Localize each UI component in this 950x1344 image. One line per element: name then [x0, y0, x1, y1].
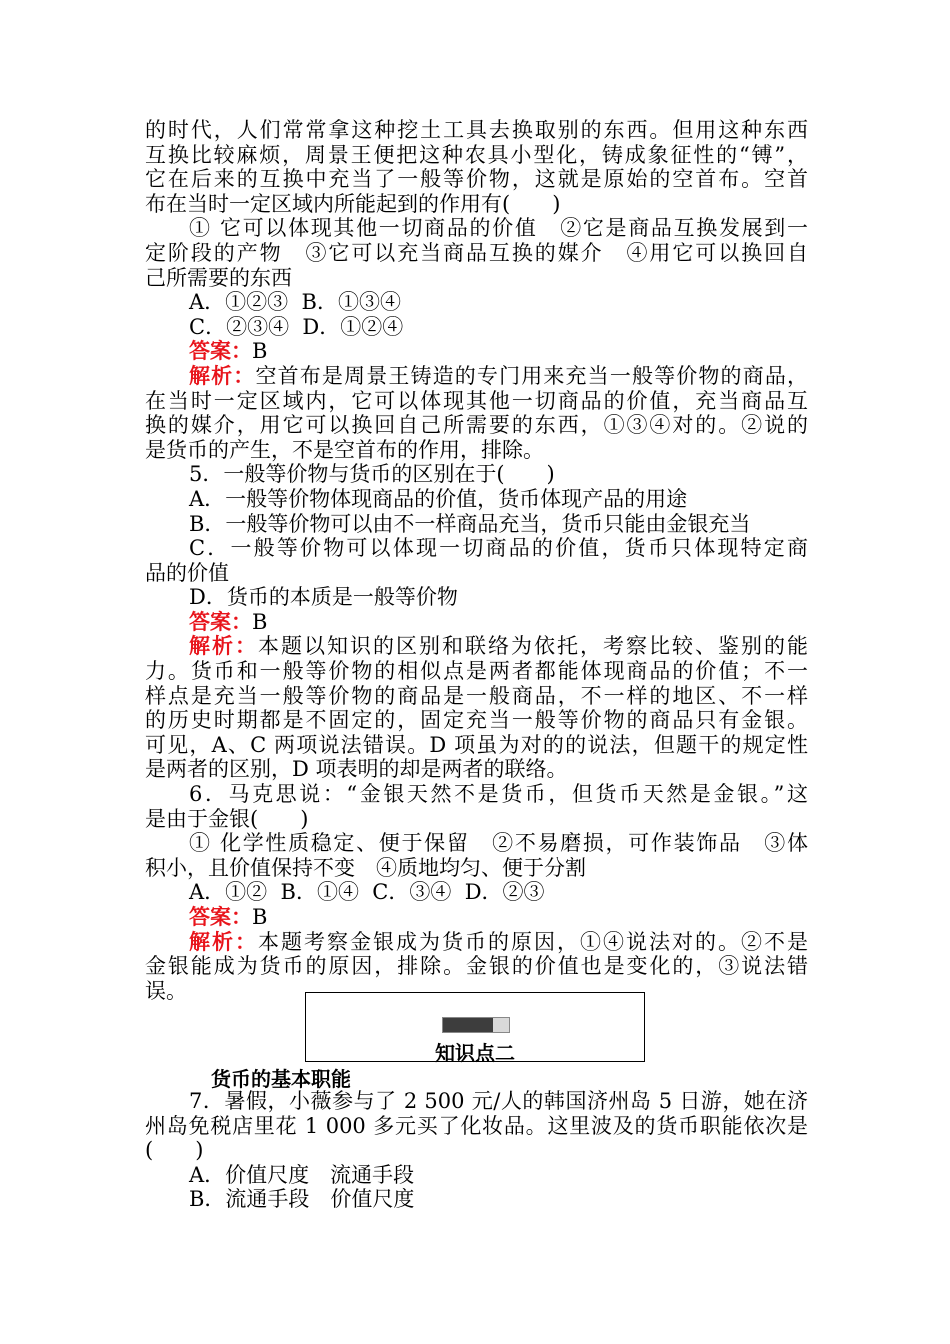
line-text: ① 它可以体现其他一切商品的价值 ②它是商品互换发展到一	[189, 216, 808, 241]
answer-label: 解析：	[189, 634, 258, 659]
line-text: 的历史时期都是不固定的，固定充当一般等价物的商品只有金银。	[145, 708, 808, 733]
line-text: A．①② B．①④ C．③④ D．②③	[189, 880, 545, 905]
line-text: 本题考察金银成为货币的原因，①④说法对的。②不是	[258, 929, 808, 954]
answer-label: 答案：	[189, 609, 252, 634]
text-line	[145, 880, 808, 905]
text-line	[145, 954, 808, 979]
line-text: 布在当时一定区域内所能起到的作用有( )	[145, 191, 561, 216]
line-text: 5．一般等价物与货币的区别在于( )	[189, 462, 555, 487]
text-line	[145, 315, 808, 340]
line-text: A．价值尺度 流通手段	[189, 1162, 415, 1187]
line-text: 互换比较麻烦，周景王便把这种农具小型化，铸成象征性的“镈”，	[145, 142, 808, 167]
text-line	[145, 659, 808, 684]
line-text: B	[252, 905, 268, 929]
text-line	[145, 1114, 808, 1139]
line-text: 的时代，人们常常拿这种挖土工具去换取别的东西。但用这种东西	[145, 118, 808, 142]
text-line	[145, 438, 808, 463]
line-text: 7．暑假，小薇参与了 2 500 元/人的韩国济州岛 5 日游，她在济	[189, 1089, 808, 1113]
line-text: 误。	[145, 978, 187, 1003]
text-line	[145, 118, 808, 143]
text-line	[145, 856, 808, 881]
text-line	[145, 1089, 808, 1114]
line-text: 州岛免税店里花 1 000 多元买了化妆品。这里波及的货币职能依次是	[145, 1113, 808, 1138]
decorative-bar-icon	[442, 1017, 510, 1033]
line-text: 空首布是周景王铸造的专门用来充当一般等价物的商品，	[255, 363, 809, 388]
line-text: B．一般等价物可以由不一样商品充当，货币只能由金银充当	[189, 511, 751, 536]
text-line	[145, 708, 808, 733]
line-text: 换的媒介，用它可以换回自己所需要的东西，①③④对的。②说的	[145, 413, 808, 438]
text-line	[145, 241, 808, 266]
line-text: 金银能成为货币的原因，排除。金银的价值也是变化的，③说法错	[145, 954, 808, 979]
line-text: 样点是充当一般等价物的商品是一般商品，不一样的地区、不一样	[145, 683, 808, 708]
section-title: 货币的基本职能	[211, 1067, 351, 1091]
line-text: A．一般等价物体现商品的价值，货币体现产品的用途	[189, 486, 688, 511]
answer-label: 答案：	[189, 339, 252, 364]
text-line	[145, 561, 808, 586]
line-text: 在当时一定区域内，它可以体现其他一切商品的价值，充当商品互	[145, 388, 808, 413]
text-line	[145, 389, 808, 414]
document-body-continued	[145, 1089, 808, 1212]
line-text: B	[252, 339, 268, 364]
text-line	[145, 462, 808, 487]
text-line	[145, 782, 808, 807]
text-line	[145, 684, 808, 709]
knowledge-point-box	[305, 992, 645, 1065]
text-line	[145, 757, 808, 782]
line-text: 是两者的区别，D 项表明的却是两者的联络。	[145, 757, 568, 782]
line-text: A．①②③ B．①③④	[189, 290, 401, 315]
text-line	[145, 512, 808, 537]
text-line	[145, 192, 808, 217]
text-line	[145, 413, 808, 438]
answer-label: 解析：	[189, 363, 256, 388]
line-text: C．②③④ D．①②④	[189, 314, 404, 339]
line-text: ① 化学性质稳定、便于保留 ②不易磨损，可作装饰品 ③体	[189, 831, 808, 856]
line-text: 定阶段的产物 ③它可以充当商品互换的媒介 ④用它可以换回自	[145, 240, 808, 265]
text-line	[145, 290, 808, 315]
line-text: 6．马克思说：“金银天然不是货币，但货币天然是金银。”这	[189, 782, 808, 807]
line-text: 是由于金银( )	[145, 806, 309, 831]
text-line	[145, 487, 808, 512]
text-line	[145, 536, 808, 561]
line-text: 品的价值	[145, 560, 229, 585]
line-text: 它在后来的互换中充当了一般等价物，这就是原始的空首布。空首	[145, 167, 808, 192]
text-line	[145, 733, 808, 758]
line-text: C．一般等价物可以体现一切商品的价值，货币只体现特定商	[189, 536, 808, 561]
text-line	[145, 930, 808, 955]
text-line	[145, 1138, 808, 1163]
text-line	[145, 167, 808, 192]
text-line	[145, 831, 808, 856]
text-line	[145, 610, 808, 635]
line-text: D．货币的本质是一般等价物	[189, 585, 458, 610]
answer-label: 答案：	[189, 905, 252, 929]
text-line	[145, 634, 808, 659]
text-line	[145, 143, 808, 168]
knowledge-point-title: 知识点二	[435, 1041, 515, 1065]
answer-label: 解析：	[189, 929, 258, 954]
text-line	[145, 216, 808, 241]
text-line	[145, 266, 808, 291]
text-line	[145, 1163, 808, 1188]
line-text: 本题以知识的区别和联络为依托，考察比较、鉴别的能	[258, 634, 808, 659]
line-text: 是货币的产生，不是空首布的作用，排除。	[145, 437, 544, 462]
text-line	[145, 585, 808, 610]
text-line	[145, 905, 808, 930]
line-text: 可见，A、C 两项说法错误。D 项虽为对的的说法，但题干的规定性	[145, 732, 808, 757]
line-text: ( )	[145, 1138, 204, 1163]
document-body	[145, 118, 808, 1003]
line-text: 积小，且价值保持不变 ④质地均匀、便于分割	[145, 855, 586, 880]
text-line	[145, 339, 808, 364]
line-text: 力。货币和一般等价物的相似点是两者都能体现商品的价值；不一	[145, 659, 808, 684]
text-line	[145, 807, 808, 832]
line-text: 己所需要的东西	[145, 265, 292, 290]
text-line	[145, 1187, 808, 1212]
line-text: B	[252, 609, 268, 634]
text-line	[145, 364, 808, 389]
line-text: B．流通手段 价值尺度	[189, 1187, 415, 1212]
